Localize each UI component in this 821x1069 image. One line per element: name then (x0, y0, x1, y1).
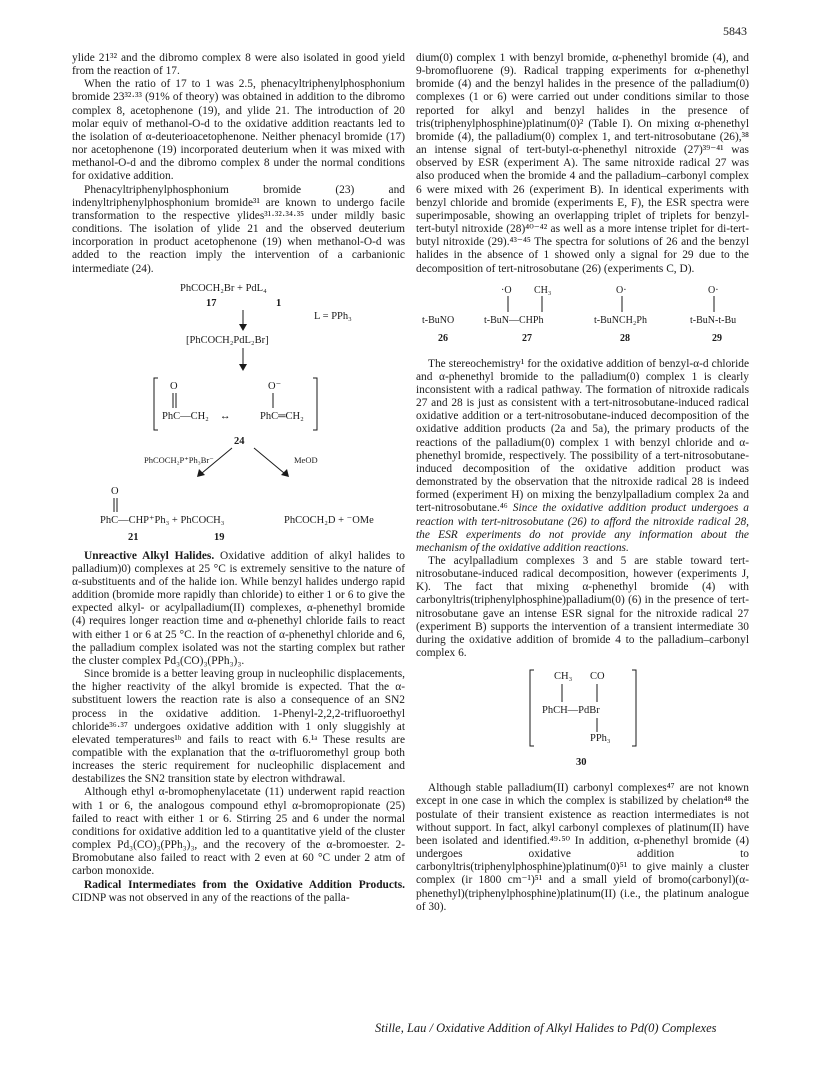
left-column (72, 52, 405, 905)
compound-number-26: 26 (438, 332, 448, 344)
section-heading: Unreactive Alkyl Halides. (84, 549, 215, 562)
reagent-right: MeOD (294, 454, 318, 465)
paragraph: Since bromide is a better leaving group in nucleophilic displacements, the higher reactivity of the alkyl bromide is expected. That the α-substituent lowers the reaction rate is also a consequence of an SN2 process in the oxidative addition. 1-Phenyl-2,2,2-trifluoroethyl chloride³⁶·³⁷ undergoes oxidative addition with 1 only sluggishly at elevated temperatures¹ᵇ and fails to react with 6.¹ᵃ These results are compatible with the explanation that the α-trifluoromethyl group both increases the steric requirement for nucleophilic displacement and destabilizes the SN2 transition state by electron withdrawal. (72, 668, 405, 786)
ligand-definition: L = PPh₃ (314, 310, 352, 322)
scheme-intermediate: [PhCOCH₂PdL₂Br] (186, 334, 269, 346)
page-number: 5843 (723, 24, 747, 38)
paragraph: When the ratio of 17 to 1 was 2.5, phenacyltriphenylphosphonium bromide 23³²·³³ (91% of theory) was obtained in addition to the dibromo complex 8, acetophenone (19), and ylide 21. The introduction of 20 molar equiv of methanol-O-d to the oxidative addition reactants led to the isolation of α-deuterioacetophenone. Neither phenacyl bromide (17) nor acetophenone (19) incorporated deuterium when it was mixed with methanol-O-d and the dibromo complex 8 under the normal conditions for oxidative addition. (72, 78, 405, 183)
compound-number-17: 17 (206, 297, 217, 309)
paragraph: ylide 21³² and the dibromo complex 8 were also isolated in good yield from the reaction of 17. (72, 52, 405, 78)
compound-number-28: 28 (620, 332, 630, 344)
oxygen-anion-label: O⁻ (268, 380, 282, 392)
scheme-arrows (72, 280, 405, 546)
structure-28-oxygen: O· (616, 284, 627, 296)
paragraph: Phenacyltriphenylphosphonium bromide (23) and indenyltriphenylphosphonium bromide³¹ are known to undergo facile transformation to the respective ylides³¹·³²·³⁴·³⁵ under mildly basic conditions. The isolation of ylide 21 and the observed deuterium incorporation in product acetophenone (19) when methanol-O-d was added to the reaction imply the intervention of a carbanionic intermediate (24). (72, 183, 405, 275)
scheme-reactants: PhCOCH₂Br + PdL₄ (180, 282, 267, 294)
ylide-products: PhC—CHP⁺Ph₃ + PhCOCH₃ (100, 514, 225, 526)
compound-number-29: 29 (712, 332, 722, 344)
paragraph: Radical Intermediates from the Oxidative Addition Products. CIDNP was not observed in any of the reactions of the palla- (72, 878, 405, 904)
intermediate-30 (416, 666, 749, 772)
paragraph: dium(0) complex 1 with benzyl bromide, α-phenethyl bromide (4), and 9-bromofluorene (9). Radical trapping experiments for α-phenethyl bromide (4) and the benzyl halides in the presence of the palladium(0) complexes (1 or 6) were carried out under conditions similar to those reported for alkyl and benzyl halides in the presence of tris(triphenylphosphine)platinum(0)² (Table I). On mixing α-phenethyl bromide (4), the palladium(0) complex 1, and tert-nitrosobutane (26),³⁸ an intense signal of tert-butyl-α-phenethyl nitroxide (27)³⁹⁻⁴¹ was observed by ESR (experiment A). The same nitroxide radical 27 was also produced when the bromide 4 and the palladium–carbonyl complex 6 were mixed with 26 (experiment B). In identical experiments with benzyl chloride and bromide (experiments E, F), the ESR spectra were superimposable, showing an overlapping triplet of triplets for benzyl-tert-butyl nitroxide (28)⁴⁰⁻⁴² as well as a more intense triplet for di-tert-butyl nitroxide (29).⁴³⁻⁴⁵ The spectra for solutions of 26 and the benzyl halides in the absence of 1 showed only a signal for 29 due to the decomposition of tert-nitrosobutane (26) (experiments C, D). (416, 52, 749, 275)
paragraph: Although ethyl α-bromophenylacetate (11) underwent rapid reaction with 1 or 6, the analogous compound ethyl α-bromopropionate (25) failed to react with either 1 or 6. Stirring 25 and 6 under the normal conditions for oxidative addition led to a quantitative yield of the cluster complex Pd₃(CO)₃(PPh₃)₃, and the recovery of the α-bromoester. 2-Bromobutane also failed to react with 2 even at 60 °C under 2 atm of carbon monoxide. (72, 786, 405, 878)
complex-30-carbonyl: CO (590, 671, 605, 683)
enolate-right: PhC═CH₂ (260, 410, 304, 422)
resonance-arrow: ↔ (220, 410, 231, 422)
right-column (416, 52, 749, 914)
deuterated-products: PhCOCH₂D + ⁻OMe (284, 514, 374, 526)
paragraph: The acylpalladium complexes 3 and 5 are stable toward tert-nitrosobutane-induced radical decomposition, however (experiments J, K). The fact that mixing α-phenethyl bromide (4) with carbonyltris(triphenylphosphine)palladium(0) (6) in the presence of tert-nitrosobutane gave an intense ESR signal for the nitroxide radical 27 (experiment B) supports the intervention of a transient intermediate 30 during the oxidative addition of bromide 4 to the palladium–carbonyl complex 6. (416, 555, 749, 660)
paragraph: Although stable palladium(II) carbonyl complexes⁴⁷ are not known except in one case in which the complex is stabilized by chelation⁴⁸ the postulate of their transient existence as reaction intermediates is not without support. In fact, alkyl carbonyl complexes of platinum(II) have been isolated and identified.⁴⁹·⁵⁰ In addition, α-phenethyl bromide (4) undergoes oxidative addition to carbonyltris(triphenylphosphine)platinum(0)⁵¹ to give mainly a cluster complex (ir 1800 cm⁻¹)⁵¹ and a small yield of bromo(carbonyl)(α-phenethyl)(triphenylphosphine)platinum(II) (i.e., the platinum analogue of 30). (416, 782, 749, 913)
compound-number-21: 21 (128, 531, 139, 543)
structure-27: t-BuN—CHPh (484, 314, 544, 326)
paragraph: Unreactive Alkyl Halides. Oxidative addition of alkyl halides to palladium)0) complexes at 25 °C is extremely sensitive to the nature of α-substituents and of the halide ion. While benzyl halides undergo rapid addition (bromide more rapidly than chloride) to either 1 or 6 to give the expected alkyl- or acylpalladium(II) complexes, α-phenethyl bromide (4) requires longer reaction time and α-phenethyl chloride fails to react with either 1 or 6 at 25 °C. In the reaction of α-phenethyl chloride and 6, the palladium complex isolated was not the starting complex but rather the cluster complex Pd₃(CO)₃(PPh₃)₃. (72, 549, 405, 667)
structure-27-oxygen: ·O (501, 284, 512, 296)
italic-conclusion: Since the oxidative addition product undergoes a reaction with tert-nitrosobutane (26) to afford the nitroxide radical 28, the ESR experiments do not provide any information about the mechanism of the oxidative addition reactions. (416, 502, 749, 554)
complex-30-phosphine: PPh₃ (590, 733, 611, 745)
running-footer: Stille, Lau / Oxidative Addition of Alkyl Halides to Pd(0) Complexes (375, 1021, 717, 1035)
oxygen-label: O (170, 380, 178, 392)
reagent-left: PhCOCH₂P⁺Ph₃Br⁻ (144, 454, 214, 465)
section-heading: Radical Intermediates from the Oxidative Addition Products. (84, 878, 405, 891)
structure-29: t-BuN-t-Bu (690, 314, 737, 326)
structure-26: t-BuNO (422, 314, 455, 326)
structure-28: t-BuNCH₂Ph (594, 314, 647, 326)
ylide-oxygen: O (111, 485, 119, 497)
compound-number-1: 1 (276, 297, 282, 309)
complex-30-main: PhCH—PdBr (542, 705, 600, 717)
structure-29-oxygen: O· (708, 284, 719, 296)
nitroxide-structures (416, 282, 749, 352)
compound-number-27: 27 (522, 332, 532, 344)
complex-30-methyl: CH₃ (554, 671, 573, 683)
compound-number-30: 30 (576, 757, 587, 769)
compound-number-19: 19 (214, 531, 225, 543)
compound-number-24: 24 (234, 435, 245, 447)
reaction-scheme-24 (72, 280, 405, 546)
structure-27-methyl: CH₃ (534, 284, 552, 296)
paragraph: The stereochemistry¹ for the oxidative addition of benzyl-α-d chloride and α-phenethyl bromide to the palladium(0) complex 1 is clearly inconsistent with a radical pathway. The formation of nitroxide radicals 27 and 28 is just as consistent with a tert-nitrosobutane-induced radical oxidative addition or a tert-nitrosobutane-induced decomposition of the oxidative addition products (2a and 5a), the primary products of the reactions of the palladium(0) complex 1 with benzyl chloride and α-phenethyl bromide, respectively. The possibility of a tert-nitrosobutane-induced decomposition of the oxidative addition product was demonstrated by the observation that the nitroxide radical 28 is indeed formed (experiment H) on mixing the benzylpalladium complex 2a and tert-nitrosobutane.⁴⁶ Since the oxidative addition product undergoes a reaction with tert-nitrosobutane (26) to afford the nitroxide radical 28, the ESR experiments do not provide any information about the mechanism of the oxidative addition reactions. (416, 357, 749, 554)
enolate-left: PhC—CH₂ (162, 410, 209, 422)
